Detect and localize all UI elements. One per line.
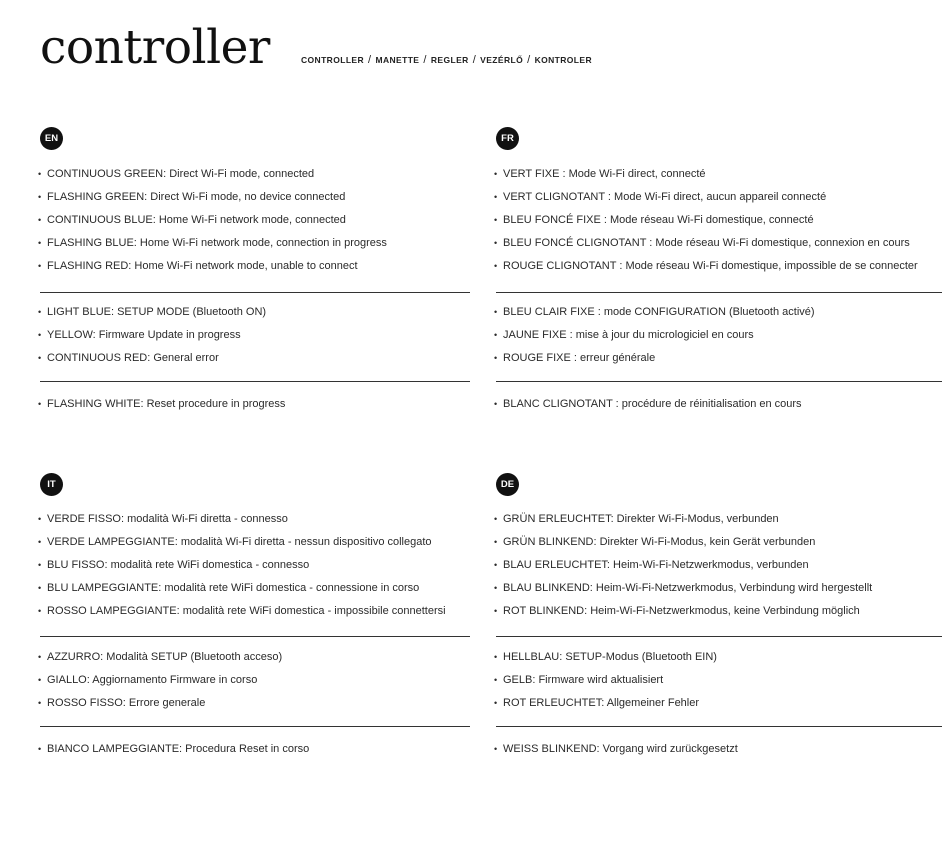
subtitle-item: REGLER <box>430 55 469 65</box>
divider <box>40 381 470 382</box>
subtitle-separator: / <box>423 54 427 66</box>
status-line: • ROUGE FIXE : erreur générale <box>503 351 655 365</box>
status-line: • FLASHING BLUE: Home Wi-Fi network mode, connection in progress <box>47 236 387 250</box>
status-line: • BLAU BLINKEND: Heim-Wi-Fi-Netzwerkmodus, Verbindung wird hergestellt <box>503 581 872 595</box>
status-line: • ROUGE CLIGNOTANT : Mode réseau Wi-Fi domestique, impossible de se connecter <box>503 259 918 273</box>
divider <box>40 636 470 637</box>
subtitle-item: VEZÉRLŐ <box>480 55 524 65</box>
language-badge-en: EN <box>40 127 63 150</box>
divider <box>496 381 942 382</box>
status-line: • ROT ERLEUCHTET: Allgemeiner Fehler <box>503 696 699 710</box>
status-line: • LIGHT BLUE: SETUP MODE (Bluetooth ON) <box>47 305 266 319</box>
language-badge-de: DE <box>496 473 519 496</box>
status-line: • CONTINUOUS BLUE: Home Wi-Fi network mode, connected <box>47 213 346 227</box>
status-line: • ROSSO LAMPEGGIANTE: modalità rete WiFi domestica - impossibile connettersi <box>47 604 446 618</box>
subtitle-separator: / <box>472 54 477 66</box>
status-line: • BLU FISSO: modalità rete WiFi domestica - connesso <box>47 558 309 572</box>
status-line: • VERT FIXE : Mode Wi-Fi direct, connecté <box>503 167 706 181</box>
status-line: • CONTINUOUS RED: General error <box>47 351 219 365</box>
status-line: • GELB: Firmware wird aktualisiert <box>503 673 663 687</box>
status-line: • GIALLO: Aggiornamento Firmware in corso <box>47 673 257 687</box>
subtitle-separator: / <box>527 54 531 66</box>
status-line: • YELLOW: Firmware Update in progress <box>47 328 241 342</box>
status-line: • HELLBLAU: SETUP-Modus (Bluetooth EIN) <box>503 650 717 664</box>
status-line: • BLEU CLAIR FIXE : mode CONFIGURATION (Bluetooth activé) <box>503 305 815 319</box>
divider <box>40 726 470 727</box>
status-line: • FLASHING WHITE: Reset procedure in progress <box>47 397 285 411</box>
subtitle-item: KONTROLER <box>534 55 593 65</box>
status-line: • VERDE LAMPEGGIANTE: modalità Wi-Fi diretta - nessun dispositivo collegato <box>47 535 432 549</box>
divider <box>496 726 942 727</box>
subtitle-separator: / <box>368 54 372 66</box>
language-badge-fr: FR <box>496 127 519 150</box>
subtitle-item: CONTROLLER <box>301 55 365 65</box>
status-line: • FLASHING GREEN: Direct Wi-Fi mode, no device connected <box>47 190 345 204</box>
status-line: • BLU LAMPEGGIANTE: modalità rete WiFi domestica - connessione in corso <box>47 581 419 595</box>
status-line: • GRÜN BLINKEND: Direkter Wi-Fi-Modus, kein Gerät verbunden <box>503 535 815 549</box>
status-line: • CONTINUOUS GREEN: Direct Wi-Fi mode, connected <box>47 167 314 181</box>
status-line: • FLASHING RED: Home Wi-Fi network mode, unable to connect <box>47 259 358 273</box>
status-line: • BLEU FONCÉ FIXE : Mode réseau Wi-Fi domestique, connecté <box>503 213 814 227</box>
status-line: • ROSSO FISSO: Errore generale <box>47 696 205 710</box>
status-line: • VERDE FISSO: modalità Wi-Fi diretta - connesso <box>47 512 288 526</box>
status-line: • GRÜN ERLEUCHTET: Direkter Wi-Fi-Modus, verbunden <box>503 512 779 526</box>
status-line: • ROT BLINKEND: Heim-Wi-Fi-Netzwerkmodus, keine Verbindung möglich <box>503 604 860 618</box>
page-subtitle <box>301 54 592 66</box>
status-line: • AZZURRO: Modalità SETUP (Bluetooth acceso) <box>47 650 282 664</box>
divider <box>496 292 942 293</box>
divider <box>40 292 470 293</box>
status-line: • JAUNE FIXE : mise à jour du micrologiciel en cours <box>503 328 754 342</box>
subtitle-item: MANETTE <box>375 55 420 65</box>
page-title: controller <box>40 20 270 75</box>
status-line: • BLEU FONCÉ CLIGNOTANT : Mode réseau Wi-Fi domestique, connexion en cours <box>503 236 910 250</box>
status-line: • WEISS BLINKEND: Vorgang wird zurückgesetzt <box>503 742 738 756</box>
language-badge-it: IT <box>40 473 63 496</box>
status-line: • BIANCO LAMPEGGIANTE: Procedura Reset in corso <box>47 742 309 756</box>
status-line: • BLAU ERLEUCHTET: Heim-Wi-Fi-Netzwerkmodus, verbunden <box>503 558 809 572</box>
status-line: • BLANC CLIGNOTANT : procédure de réinitialisation en cours <box>503 397 802 411</box>
status-line: • VERT CLIGNOTANT : Mode Wi-Fi direct, aucun appareil connecté <box>503 190 826 204</box>
divider <box>496 636 942 637</box>
